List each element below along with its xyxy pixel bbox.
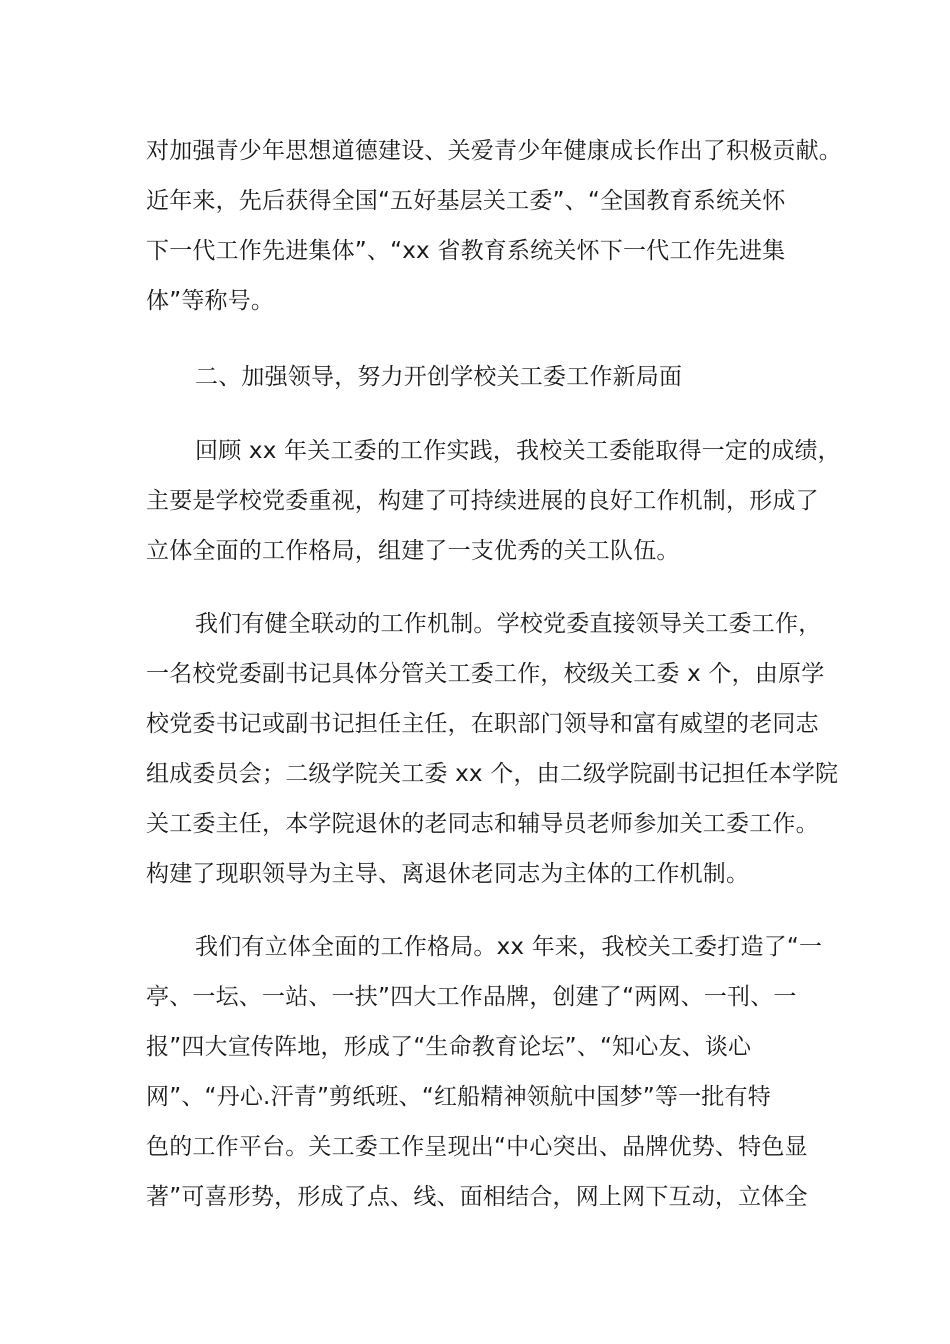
paragraph-line: 我们有健全联动的工作机制。学校党委直接领导关工委工作， [195, 611, 822, 637]
paragraph-line: 校党委书记或副书记担任主任，在职部门领导和富有威望的老同志 [146, 711, 819, 737]
paragraph-line: 亭、一坛、一站、一扶”四大工作品牌，创建了“两网、一刊、一 [146, 984, 797, 1010]
paragraph-line: 网”、“丹心.汗青”剪纸班、“红船精神领航中国梦”等一批有特 [146, 1084, 771, 1110]
paragraph-line: 主要是学校党委重视，构建了可持续进展的良好工作机制，形成了 [146, 488, 819, 514]
paragraph-line: 我们有立体全面的工作格局。xx 年来，我校关工委打造了“一 [195, 934, 823, 960]
paragraph-line: 著”可喜形势，形成了点、线、面相结合，网上网下互动，立体全 [146, 1184, 808, 1210]
paragraph-line: 构建了现职领导为主导、离退休老同志为主体的工作机制。 [146, 861, 750, 887]
paragraph-line: 色的工作平台。关工委工作呈现出“中心突出、品牌优势、特色显 [146, 1134, 808, 1160]
paragraph-line: 回顾 xx 年关工委的工作实践，我校关工委能取得一定的成绩， [195, 438, 841, 464]
paragraph-line: 关工委主任，本学院退休的老同志和辅导员老师参加关工委工作。 [146, 811, 819, 837]
paragraph-line: 一名校党委副书记具体分管关工委工作，校级关工委 x 个，由原学 [146, 661, 825, 687]
paragraph-line: 近年来，先后获得全国“五好基层关工委”、“全国教育系统关怀 [146, 188, 786, 214]
paragraph-line: 下一代工作先进集体”、“xx 省教育系统关怀下一代工作先进集 [146, 238, 786, 264]
paragraph-line: 组成委员会；二级学院关工委 xx 个，由二级学院副书记担任本学院 [146, 761, 839, 787]
section-heading: 二、加强领导，努力开创学校关工委工作新局面 [195, 364, 683, 390]
paragraph-line: 报”四大宣传阵地，形成了“生命教育论坛”、“知心友、谈心 [146, 1034, 752, 1060]
paragraph-line: 对加强青少年思想道德建设、关爱青少年健康成长作出了积极贡献。 [146, 138, 842, 164]
paragraph-line: 立体全面的工作格局，组建了一支优秀的关工队伍。 [146, 538, 680, 564]
paragraph-line: 体”等称号。 [146, 288, 275, 314]
